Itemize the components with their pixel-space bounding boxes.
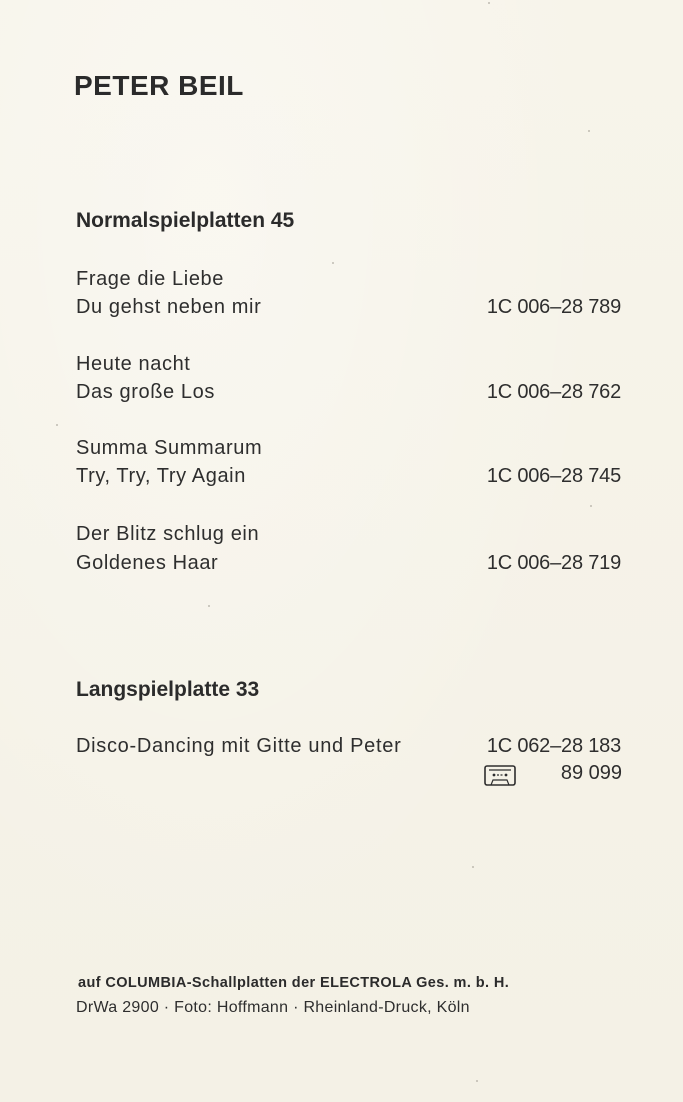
artist-name: PETER BEIL bbox=[74, 70, 244, 101]
paper-speck bbox=[472, 866, 474, 868]
cassette-catalog-number: 89 099 bbox=[560, 762, 622, 784]
lp-heading: Langspielplatte 33 bbox=[76, 678, 260, 701]
single-2-catalog-number: 1C 006–28 762 bbox=[486, 381, 621, 403]
singles-heading: Normalspielplatten 45 bbox=[76, 209, 295, 232]
single-3-a-side: Summa Summarum bbox=[76, 437, 263, 459]
print-credits: DrWa 2900 · Foto: Hoffmann · Rheinland-Druck, Köln bbox=[76, 999, 470, 1016]
single-4-a-side: Der Blitz schlug ein bbox=[76, 523, 260, 545]
paper-speck bbox=[208, 605, 210, 607]
paper-speck bbox=[588, 130, 590, 132]
single-4-catalog-number: 1C 006–28 719 bbox=[486, 552, 621, 574]
paper-speck bbox=[332, 262, 334, 264]
single-1-a-side: Frage die Liebe bbox=[76, 268, 224, 290]
paper-speck bbox=[590, 505, 592, 507]
cassette-row bbox=[484, 762, 622, 788]
single-4-b-side: Goldenes Haar bbox=[76, 552, 219, 574]
paper-speck bbox=[476, 1080, 478, 1082]
cassette-icon bbox=[484, 765, 516, 786]
single-3-b-side: Try, Try, Try Again bbox=[76, 465, 246, 487]
paper-speck bbox=[56, 424, 58, 426]
paper-speck bbox=[488, 2, 490, 4]
lp-album-title: Disco-Dancing mit Gitte und Peter bbox=[76, 735, 402, 757]
label-credit: auf COLUMBIA-Schallplatten der ELECTROLA Ges. m. b. H. bbox=[78, 975, 510, 991]
lp-catalog-number: 1C 062–28 183 bbox=[486, 735, 621, 757]
single-3-catalog-number: 1C 006–28 745 bbox=[486, 465, 621, 487]
single-2-b-side: Das große Los bbox=[76, 381, 215, 403]
single-2-a-side: Heute nacht bbox=[76, 353, 191, 375]
single-1-b-side: Du gehst neben mir bbox=[76, 296, 262, 318]
single-1-catalog-number: 1C 006–28 789 bbox=[486, 296, 621, 318]
